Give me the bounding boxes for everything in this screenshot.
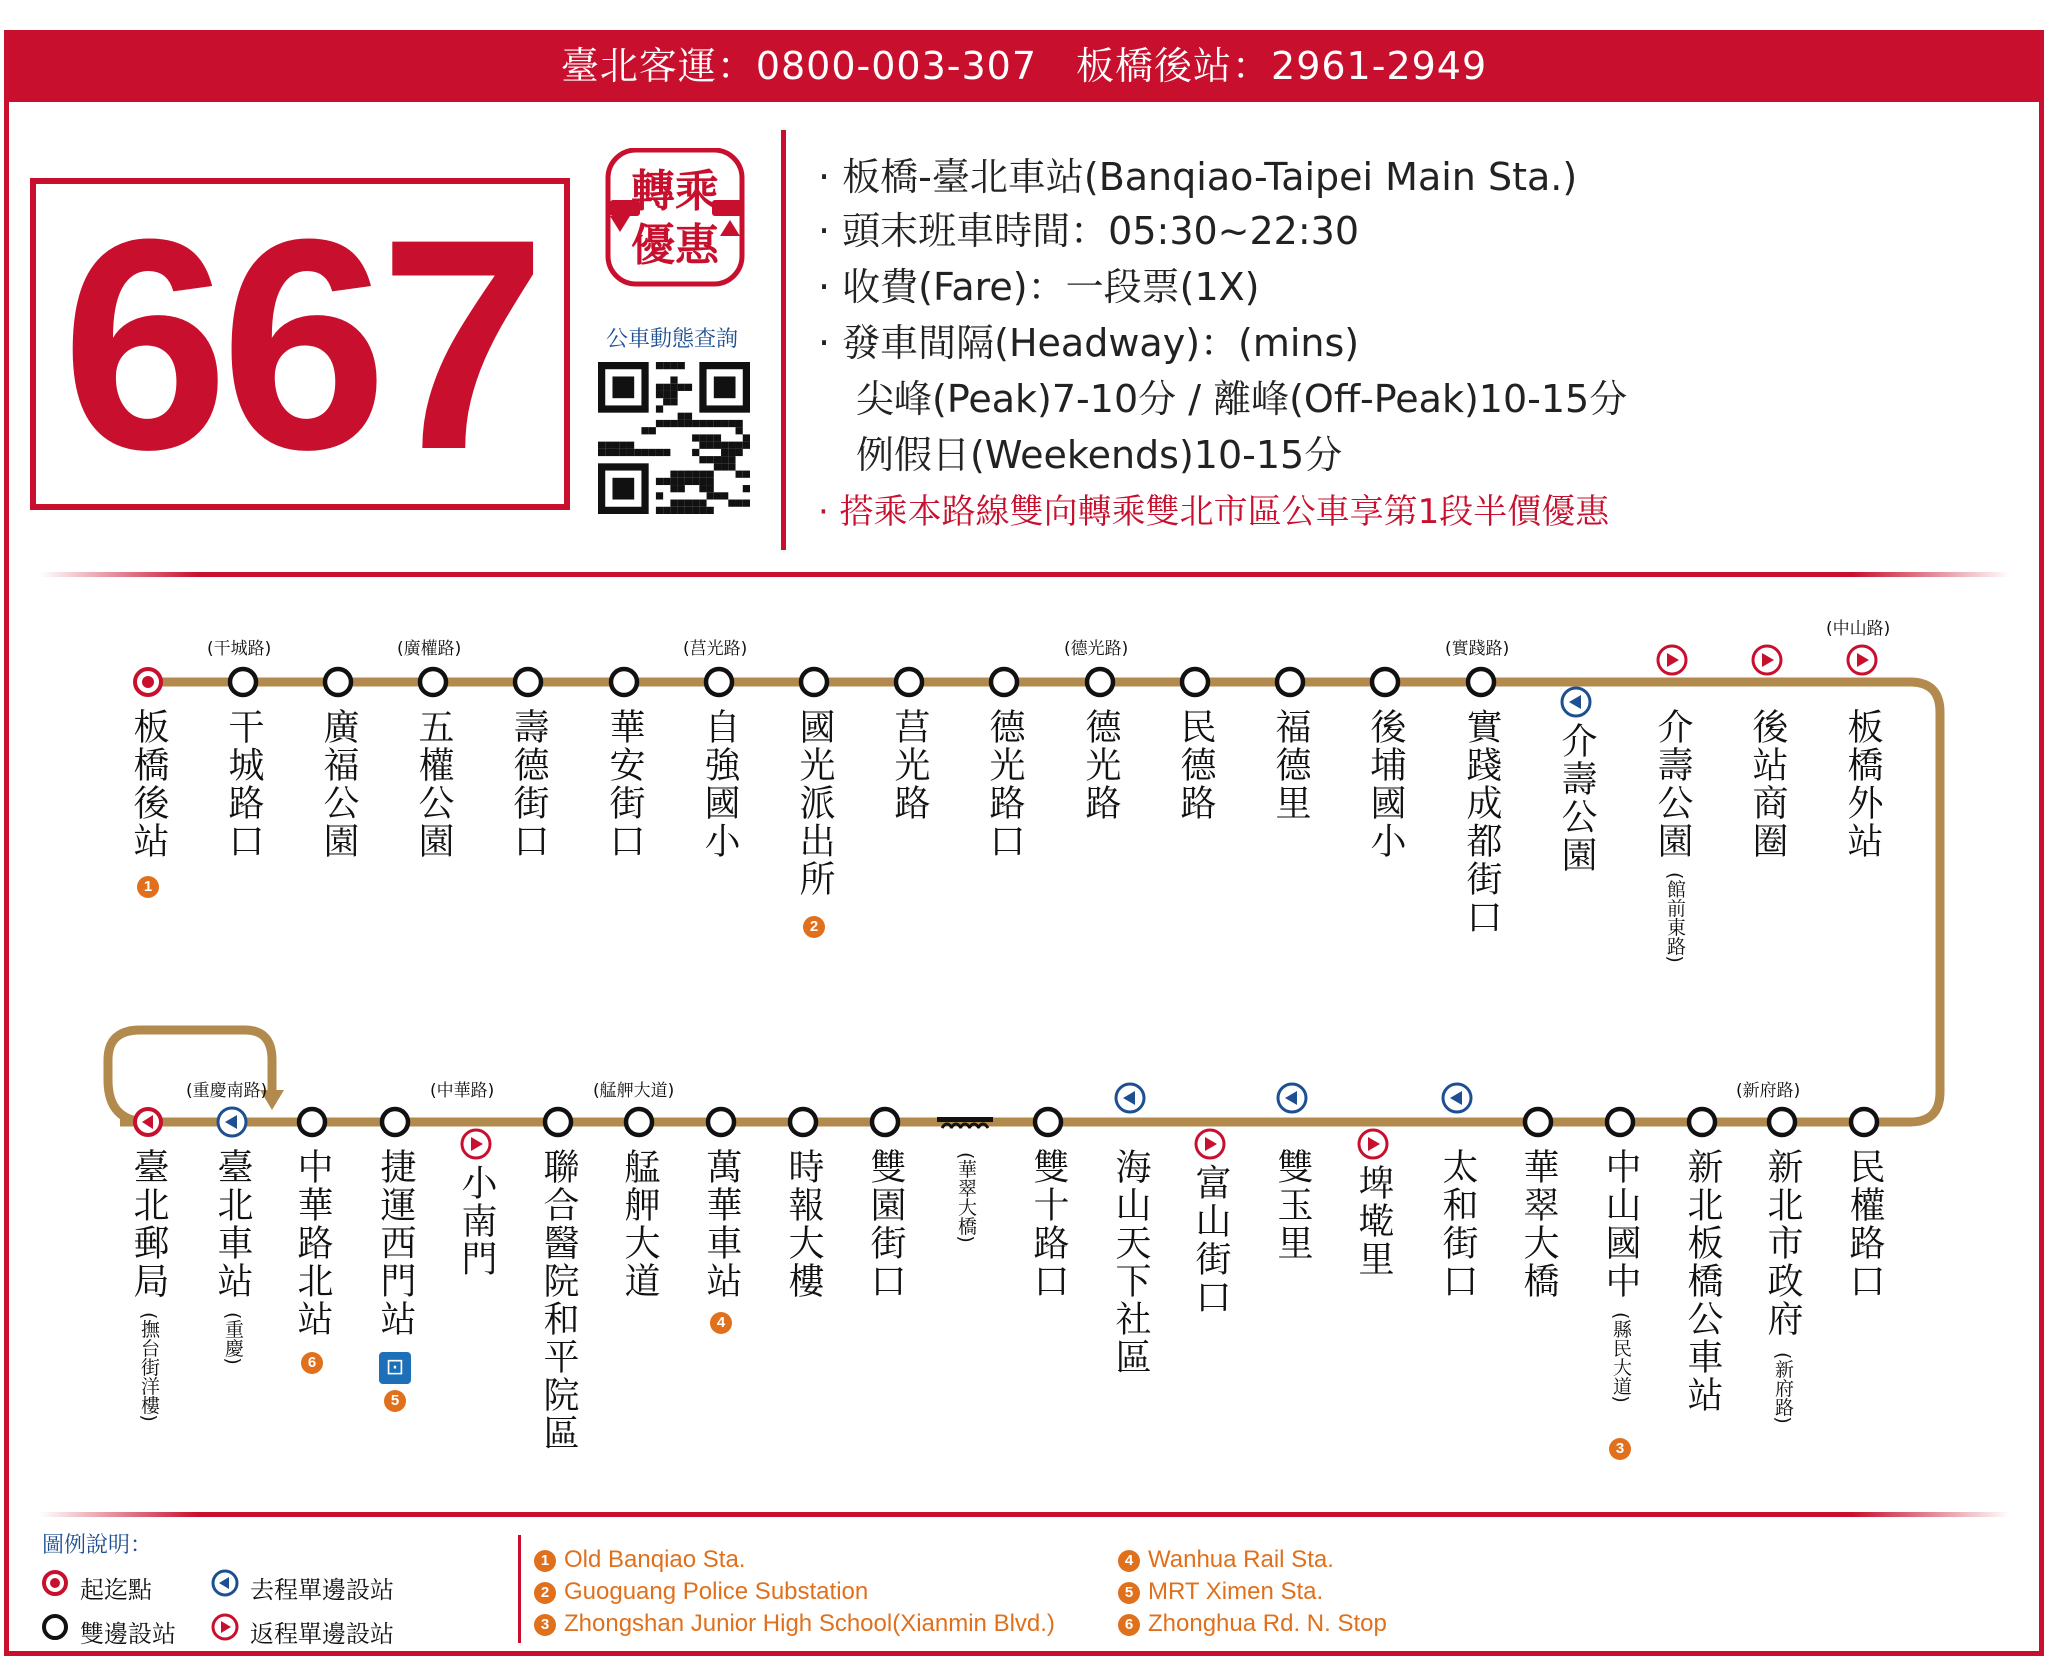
both-stop-icon xyxy=(1468,669,1494,695)
return-stop-icon xyxy=(1658,646,1686,674)
both-stop-icon xyxy=(230,669,256,695)
stop-name: 臺北郵局 xyxy=(128,1148,169,1300)
english-stop-name: Old Banqiao Sta. xyxy=(564,1546,746,1573)
info-line: 例假日(Weekends)10-15分 xyxy=(818,433,1343,477)
stop-name: 五權公園 xyxy=(413,708,454,860)
road-note: (中華路) xyxy=(430,1081,495,1101)
both-stop-icon xyxy=(1525,1109,1551,1135)
stop-name: 富山街口 xyxy=(1190,1164,1231,1316)
stop-number-badge: 6 xyxy=(301,1352,323,1374)
bridge-note: (華翠大橋) xyxy=(955,1152,977,1243)
stop-name: 埤墘里 xyxy=(1353,1164,1394,1278)
english-stop-name: Wanhua Rail Sta. xyxy=(1148,1546,1334,1573)
stop-name: 新北市政府 xyxy=(1762,1148,1803,1338)
info-line: · 頭末班車時間：05:30~22:30 xyxy=(818,209,1360,253)
promo-text: · 搭乘本路線雙向轉乘雙北市區公車享第1段半價優惠 xyxy=(818,492,1610,532)
english-stop-name: Guoguang Police Substation xyxy=(564,1578,869,1605)
outbound-stop-icon xyxy=(1443,1084,1471,1112)
stop-name: 介壽公園 xyxy=(1556,722,1597,874)
both-stop-icon xyxy=(896,669,922,695)
legend-return-icon xyxy=(210,1612,240,1642)
stop-name: 華翠大橋 xyxy=(1518,1148,1559,1300)
both-stop-icon xyxy=(1689,1109,1715,1135)
stop-subnote: (重慶) xyxy=(222,1312,244,1365)
both-stop-icon xyxy=(420,669,446,695)
stop-name: 後埔國小 xyxy=(1365,708,1406,860)
legend-divider xyxy=(518,1535,521,1643)
stop-subnote: (新府路) xyxy=(1772,1352,1794,1424)
both-stop-icon xyxy=(1769,1109,1795,1135)
stop-name: 後站商圈 xyxy=(1747,708,1788,860)
legend-outbound-icon xyxy=(210,1568,240,1598)
stop-name: 雙玉里 xyxy=(1272,1148,1313,1262)
metro-icon: ⊡ xyxy=(379,1352,411,1384)
info-line: · 發車間隔(Headway)：(mins) xyxy=(818,321,1360,365)
stop-name: 國光派出所 xyxy=(794,708,835,898)
english-stop-name: Zhongshan Junior High School(Xianmin Blvd.) xyxy=(564,1610,1055,1637)
road-note: (實踐路) xyxy=(1445,639,1510,659)
stop-number-badge: 3 xyxy=(1609,1438,1631,1460)
both-stop-icon xyxy=(1035,1109,1061,1135)
stop-name: 時報大樓 xyxy=(783,1148,824,1300)
route-number: 667 xyxy=(30,178,570,510)
stop-name: 中山國中 xyxy=(1600,1148,1641,1300)
outbound-stop-icon xyxy=(218,1108,246,1136)
both-stop-icon xyxy=(708,1109,734,1135)
stop-name: 德光路口 xyxy=(984,708,1025,860)
stop-number-badge: 4 xyxy=(710,1312,732,1334)
stop-name: 中華路北站 xyxy=(292,1148,333,1338)
hotline-bar: 臺北客運：0800-003-307 板橋後站：2961-2949 xyxy=(4,30,2044,102)
both-stop-icon xyxy=(1851,1109,1877,1135)
svg-text:轉乘: 轉乘 xyxy=(631,166,719,217)
stop-name: 艋舺大道 xyxy=(619,1148,660,1300)
road-note: (新府路) xyxy=(1736,1081,1801,1101)
info-line: 尖峰(Peak)7-10分 / 離峰(Off-Peak)10-15分 xyxy=(818,377,1628,421)
both-stop-icon xyxy=(1087,669,1113,695)
outbound-stop-icon xyxy=(1116,1084,1144,1112)
both-stop-icon xyxy=(991,669,1017,695)
both-stop-icon xyxy=(382,1109,408,1135)
stop-name: 雙十路口 xyxy=(1028,1148,1069,1300)
stop-number-badge: 3 xyxy=(534,1614,556,1636)
return-stop-icon xyxy=(462,1130,490,1158)
both-stop-icon xyxy=(1182,669,1208,695)
road-note: (德光路) xyxy=(1064,639,1129,659)
road-note: (廣權路) xyxy=(397,639,462,659)
stop-name: 福德里 xyxy=(1270,708,1311,822)
stop-name: 小南門 xyxy=(456,1164,497,1278)
stop-subnote: (撫台街洋樓) xyxy=(138,1312,160,1422)
stop-number-badge: 2 xyxy=(534,1582,556,1604)
both-stop-icon xyxy=(299,1109,325,1135)
stop-name: 雙園街口 xyxy=(865,1148,906,1300)
stop-name: 聯合醫院和平院區 xyxy=(538,1148,579,1452)
road-note: (干城路) xyxy=(207,639,272,659)
legend-both: 雙邊設站 xyxy=(80,1620,176,1648)
stop-name: 新北板橋公車站 xyxy=(1682,1148,1723,1414)
stop-number-badge: 1 xyxy=(137,876,159,898)
stop-name: 海山天下社區 xyxy=(1110,1148,1151,1376)
svg-text:優惠: 優惠 xyxy=(631,220,719,271)
stop-name: 華安街口 xyxy=(604,708,645,860)
road-note: (艋舺大道) xyxy=(593,1081,675,1101)
both-stop-icon xyxy=(515,669,541,695)
stop-name: 板橋外站 xyxy=(1842,708,1883,860)
stop-number-badge: 2 xyxy=(803,916,825,938)
road-note: (中山路) xyxy=(1826,619,1891,639)
stop-subnote: (縣民大道) xyxy=(1610,1312,1632,1403)
both-stop-icon xyxy=(1607,1109,1633,1135)
stop-name: 德光路 xyxy=(1080,708,1121,822)
stop-name: 板橋後站 xyxy=(128,708,169,860)
terminal-stop-icon xyxy=(135,669,161,695)
stop-name: 干城路口 xyxy=(223,708,264,860)
stop-name: 莒光路 xyxy=(889,708,930,822)
both-stop-icon xyxy=(1372,669,1398,695)
info-line: · 板橋-臺北車站(Banqiao-Taipei Main Sta.) xyxy=(818,155,1578,199)
outbound-stop-icon xyxy=(1562,688,1590,716)
stop-name: 實踐成都街口 xyxy=(1461,708,1502,936)
both-stop-icon xyxy=(626,1109,652,1135)
english-stop-name: Zhonghua Rd. N. Stop xyxy=(1148,1610,1387,1637)
legend-outbound: 去程單邊設站 xyxy=(250,1576,394,1604)
qr-label: 公車動態查詢 xyxy=(605,327,738,352)
return-stop-icon xyxy=(1848,646,1876,674)
return-stop-icon xyxy=(1196,1130,1224,1158)
stop-number-badge: 5 xyxy=(1118,1582,1140,1604)
both-stop-icon xyxy=(872,1109,898,1135)
legend-title: 圖例說明： xyxy=(42,1533,153,1558)
road-note: (莒光路) xyxy=(683,639,748,659)
return-stop-icon xyxy=(1359,1130,1387,1158)
legend-both-icon xyxy=(40,1612,70,1642)
english-stop-name: MRT Ximen Sta. xyxy=(1148,1578,1324,1605)
terminal-return-stop-icon xyxy=(135,1109,161,1135)
stop-name: 廣福公園 xyxy=(318,708,359,860)
stop-number-badge: 6 xyxy=(1118,1614,1140,1636)
info-line: · 收費(Fare)：一段票(1X) xyxy=(818,265,1260,309)
stop-name: 太和街口 xyxy=(1437,1148,1478,1300)
both-stop-icon xyxy=(1277,669,1303,695)
stop-name: 壽德街口 xyxy=(508,708,549,860)
stop-name: 民德路 xyxy=(1175,708,1216,822)
stop-subnote: (館前東路) xyxy=(1664,872,1686,963)
both-stop-icon xyxy=(325,669,351,695)
stop-name: 臺北車站 xyxy=(212,1148,253,1300)
legend-terminal: 起迄點 xyxy=(80,1576,152,1604)
stop-name: 介壽公園 xyxy=(1652,708,1693,860)
both-stop-icon xyxy=(545,1109,571,1135)
stop-number-badge: 1 xyxy=(534,1550,556,1572)
outbound-stop-icon xyxy=(1278,1084,1306,1112)
both-stop-icon xyxy=(790,1109,816,1135)
stop-name: 捷運西門站 xyxy=(375,1148,416,1338)
stop-number-badge: 5 xyxy=(384,1390,406,1412)
both-stop-icon xyxy=(706,669,732,695)
road-note: (重慶南路) xyxy=(186,1081,268,1101)
legend-return: 返程單邊設站 xyxy=(250,1620,394,1648)
stop-name: 萬華車站 xyxy=(701,1148,742,1300)
legend-terminal-icon xyxy=(40,1568,70,1598)
both-stop-icon xyxy=(611,669,637,695)
stop-number-badge: 4 xyxy=(1118,1550,1140,1572)
return-stop-icon xyxy=(1753,646,1781,674)
stop-name: 民權路口 xyxy=(1844,1148,1885,1300)
both-stop-icon xyxy=(801,669,827,695)
stop-name: 自強國小 xyxy=(699,708,740,860)
